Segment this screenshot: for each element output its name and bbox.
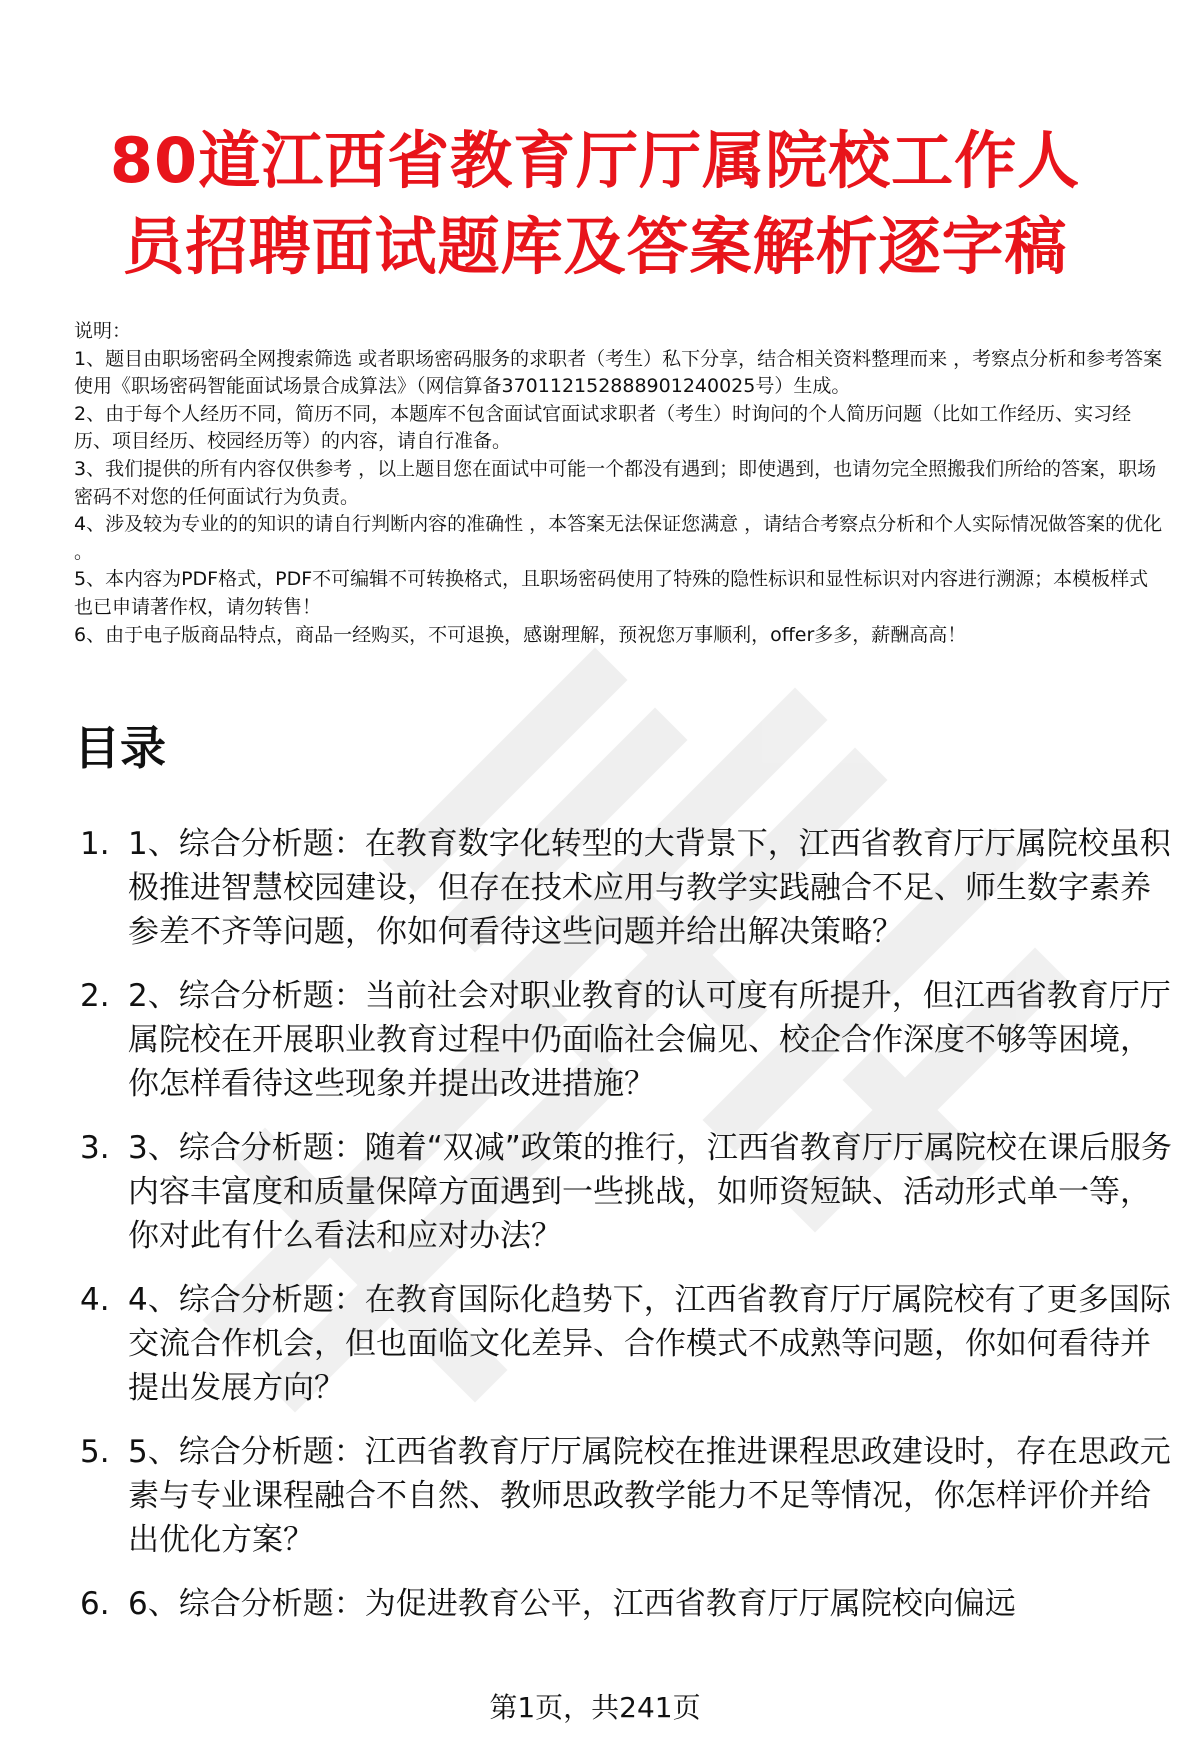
- notes-heading: 说明：: [74, 320, 132, 342]
- toc-item-text: 1、综合分析题：在教育数字化转型的大背景下，江西省教育厅厅属院校虽积极推进智慧校园建设，但存在技术应用与教学实践融合不足、师生数字素养参差不齐等问题，你如何看待这些问题并给出解决策略？: [128, 826, 1171, 950]
- toc-item-number: 2.: [80, 978, 110, 1014]
- title-line-2: 员招聘面试题库及答案解析逐字稿: [122, 210, 1068, 283]
- note-item-1: 1、题目由职场密码全网搜索筛选 或者职场密码服务的求职者（考生）私下分享，结合相关资料整理而来 ，考察点分析和参考答案使用《职场密码智能面试场景合成算法》（网信算备370112152888901240025号）生成。: [74, 347, 1163, 398]
- note-item-4: 4、涉及较为专业的的知识的请自行判断内容的准确性 ，本答案无法保证您满意 ，请结合考察点分析和个人实际情况做答案的优化 。: [74, 513, 1163, 563]
- toc-item-text: 5、综合分析题：江西省教育厅厅属院校在推进课程思政建设时，存在思政元素与专业课程融合不自然、教师思政教学能力不足等情况，你怎样评价并给出优化方案？: [128, 1434, 1171, 1558]
- toc-item-number: 5.: [80, 1434, 110, 1470]
- toc-item-number: 1.: [80, 826, 110, 862]
- page-number: 第1页，共241页: [489, 1691, 701, 1724]
- toc-item-text: 2、综合分析题：当前社会对职业教育的认可度有所提升，但江西省教育厅厅属院校在开展职业教育过程中仍面临社会偏见、校企合作深度不够等困境，你怎样看待这些现象并提出改进措施？: [128, 978, 1171, 1102]
- toc-item-number: 6.: [80, 1586, 110, 1622]
- note-item-3: 3、我们提供的所有内容仅供参考 ，以上题目您在面试中可能一个都没有遇到；即使遇到，也请勿完全照搬我们所给的答案，职场密码不对您的任何面试行为负责。: [74, 457, 1157, 508]
- toc-item[interactable]: [74, 1126, 1174, 1258]
- toc-list: [74, 822, 1174, 1646]
- toc-item-text: 6、综合分析题：为促进教育公平，江西省教育厅厅属院校向偏远: [128, 1586, 1016, 1622]
- toc-item-text: 4、综合分析题：在教育国际化趋势下，江西省教育厅厅属院校有了更多国际交流合作机会，但也面临文化差异、合作模式不成熟等问题，你如何看待并提出发展方向？: [128, 1282, 1171, 1406]
- toc-heading: 目录: [74, 721, 166, 775]
- toc-item[interactable]: [74, 822, 1174, 954]
- note-item-2: 2、由于每个人经历不同，简历不同，本题库不包含面试官面试求职者（考生）时询问的个人简历问题（比如工作经历、实习经历、项目经历、校园经历等）的内容，请自行准备。: [74, 402, 1132, 453]
- toc-item[interactable]: [74, 1278, 1174, 1410]
- notes-section: [74, 318, 1164, 649]
- title-line-1: 80道江西省教育厅厅属院校工作人: [109, 124, 1081, 197]
- toc-item[interactable]: [74, 974, 1174, 1106]
- toc-item-number: 4.: [80, 1282, 110, 1318]
- toc-item-number: 3.: [80, 1130, 110, 1166]
- note-item-6: 6、由于电子版商品特点，商品一经购买，不可退换，感谢理解，预祝您万事顺利，offer多多，薪酬高高！: [74, 623, 967, 646]
- note-item-5: 5、本内容为PDF格式，PDF不可编辑不可转换格式，且职场密码使用了特殊的隐性标识和显性标识对内容进行溯源；本模板样式也已申请著作权，请勿转售！: [74, 568, 1149, 618]
- toc-item[interactable]: [74, 1582, 1174, 1626]
- document-title: [60, 118, 1130, 290]
- toc-item[interactable]: [74, 1430, 1174, 1562]
- toc-item-text: 3、综合分析题：随着“双减”政策的推行，江西省教育厅厅属院校在课后服务内容丰富度和质量保障方面遇到一些挑战，如师资短缺、活动形式单一等，你对此有什么看法和应对办法？: [128, 1130, 1172, 1254]
